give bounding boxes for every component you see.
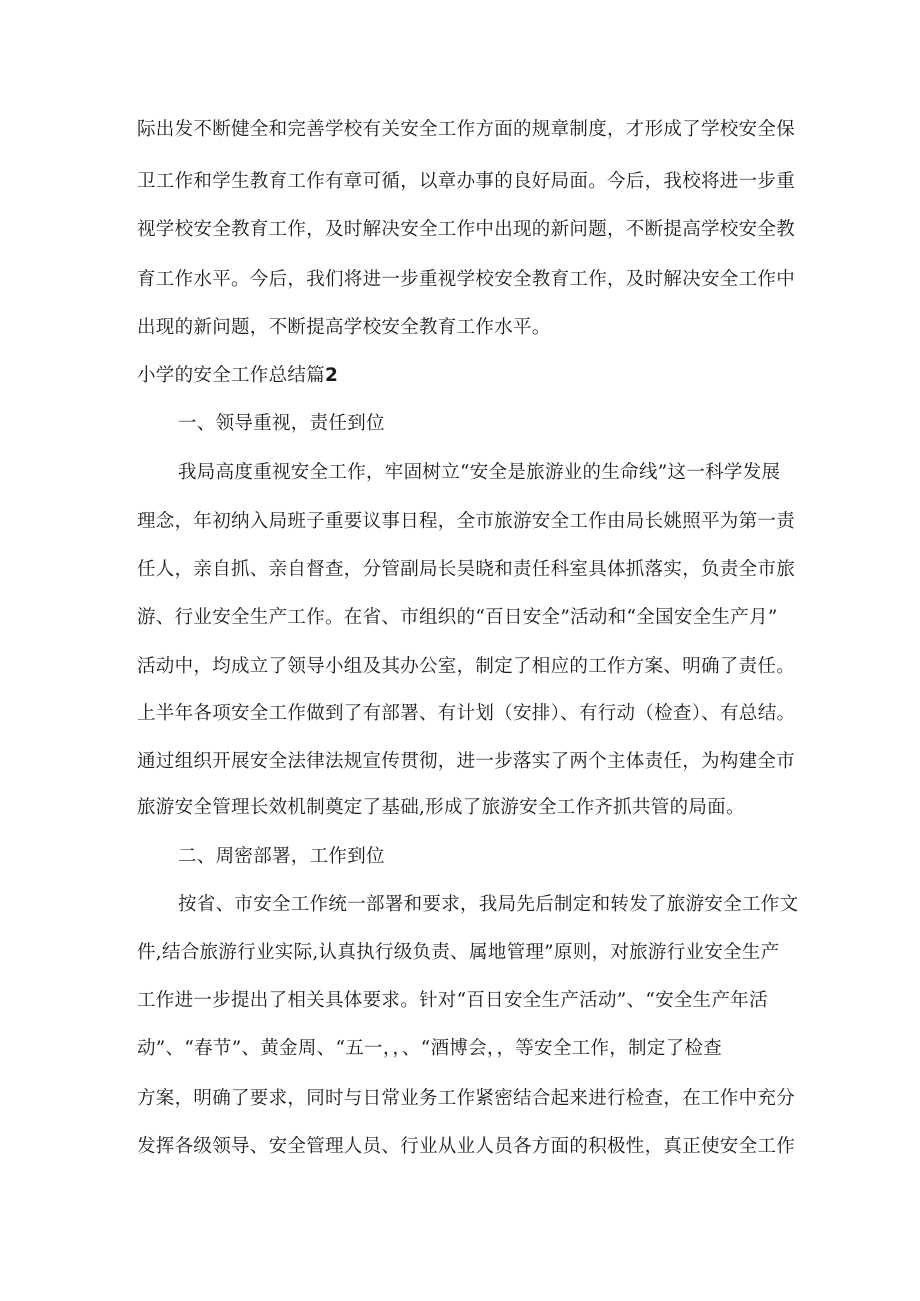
text-line: 际出发不断健全和完善学校有关安全工作方面的规章制度，才形成了学校安全保: [137, 119, 796, 140]
text-line: 方案，明确了要求，同时与日常业务工作紧密结合起来进行检查，在工作中充分: [137, 1088, 796, 1109]
text-line: 育工作水平。今后，我们将进一步重视学校安全教育工作，及时解决安全工作中: [137, 269, 796, 290]
text-line: 动”、“春节”、黄金周、“五一，，、“酒博会，，等安全工作，制定了检查: [137, 1038, 723, 1059]
subheading-1: 一、领导重视，责任到位: [178, 413, 385, 434]
text-line: 按省、市安全工作统一部署和要求，我局先后制定和转发了旅游安全工作文: [178, 894, 798, 915]
text-line: 卫工作和学生教育工作有章可循，以章办事的良好局面。今后，我校将进一步重: [137, 171, 796, 192]
text-line: 出现的新问题，不断提高学校安全教育工作水平。: [137, 317, 551, 338]
section-title: [137, 364, 797, 388]
text-line: 我局高度重视安全工作，牢固树立“安全是旅游业的生命线”这一科学发展: [178, 462, 781, 483]
section-title-number: 2: [325, 365, 339, 386]
text-line: 任人，亲自抓、亲自督查，分管副局长吴晓和责任科室具体抓落实，负责全市旅: [137, 559, 796, 580]
text-line: 通过组织开展安全法律法规宣传贯彻，进一步落实了两个主体责任，为构建全市: [137, 751, 796, 772]
text-line: 上半年各项安全工作做到了有部署、有计划（安排）、有行动（检查）、有总结。: [137, 703, 796, 724]
text-line: 件,结合旅游行业实际,认真执行级负责、属地管理”原则，对旅游行业安全生产: [137, 942, 780, 963]
subheading-2: 二、周密部署，工作到位: [178, 846, 385, 867]
text-line: 视学校安全教育工作，及时解决安全工作中出现的新问题，不断提高学校安全教: [137, 219, 796, 240]
text-line: 游、行业安全生产工作。在省、市组织的“百日安全”活动和“全国安全生产月”: [137, 607, 778, 628]
text-line: 活动中，均成立了领导小组及其办公室，制定了相应的工作方案、明确了责任。: [137, 656, 796, 677]
text-line: 理念，年初纳入局班子重要议事日程，全市旅游安全工作由局长姚照平为第一责: [137, 511, 796, 532]
text-line: 工作进一步提出了相关具体要求。针对“百日安全生产活动”、“安全生产年活: [137, 990, 768, 1011]
text-line: 旅游安全管理长效机制奠定了基础,形成了旅游安全工作齐抓共管的局面。: [137, 797, 745, 818]
text-line: 发挥各级领导、安全管理人员、行业从业人员各方面的积极性，真正使安全工作: [137, 1136, 796, 1157]
section-title-text: 小学的安全工作总结篇: [137, 365, 326, 386]
